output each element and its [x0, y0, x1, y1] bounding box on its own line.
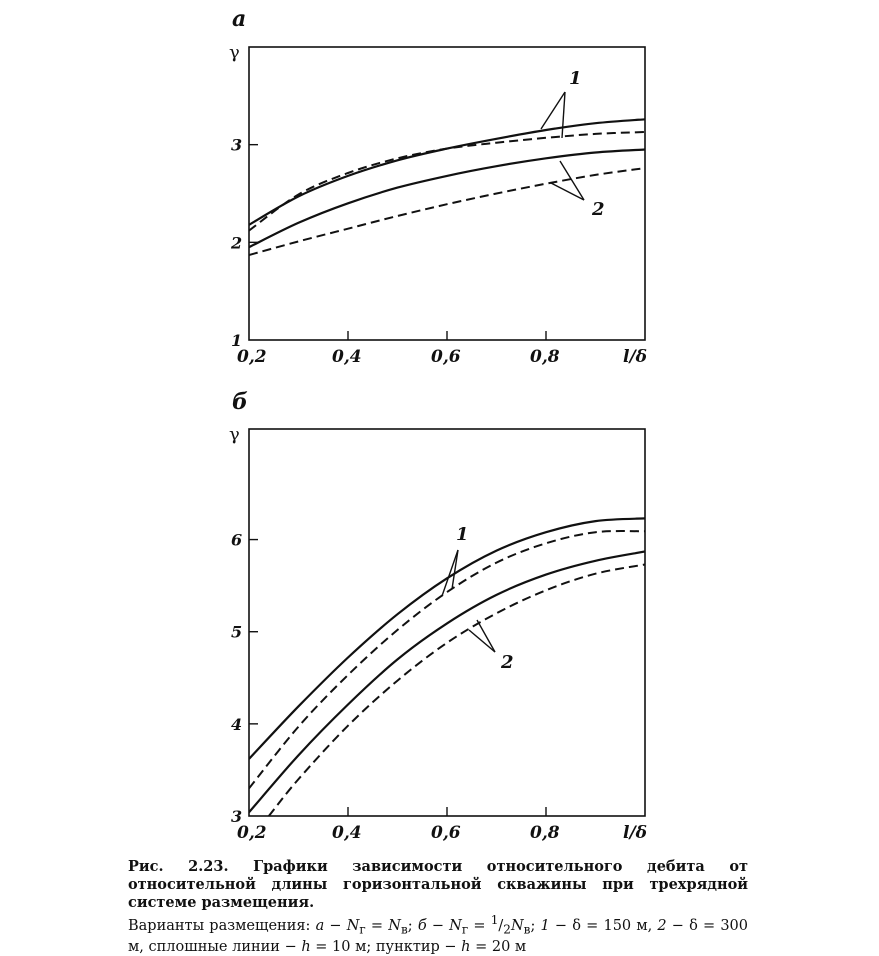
- x-tick-label: 0,2: [237, 347, 267, 367]
- caption-two: 2: [657, 917, 667, 934]
- caption-nv: N: [388, 917, 401, 934]
- x-tick-label: 0,4: [332, 347, 362, 367]
- caption-nv-sub: в: [400, 922, 408, 937]
- series-1-dashed-line: [269, 565, 645, 817]
- x-tick-label: 0,4: [332, 823, 362, 843]
- caption-nt: N: [346, 917, 360, 934]
- panel-label: а: [232, 6, 247, 32]
- x-tick-label: 0,8: [530, 347, 560, 367]
- curve-label-2: 1: [456, 524, 469, 545]
- leader-line: [477, 620, 495, 652]
- x-tick-label: 0,6: [431, 823, 461, 843]
- series-1-solid-line: [249, 552, 645, 813]
- leader-line: [541, 92, 565, 129]
- caption-title: Рис. 2.23. Графики зависимости относительного дебита от относительной длины горизонтальной скважины при трехрядной системе размещения.: [128, 858, 748, 911]
- chart-panel-2: [229, 389, 647, 843]
- caption-b: б: [417, 917, 427, 934]
- panel-label: б: [232, 389, 248, 415]
- series-2-dashed-line: [249, 531, 645, 788]
- y-axis-label: γ: [229, 424, 240, 445]
- caption-nv2: N: [510, 917, 524, 934]
- y-tick-label: 1: [231, 331, 243, 350]
- caption-h1: = 10 м;: [315, 938, 372, 955]
- y-tick-label: 4: [231, 714, 243, 734]
- caption-h2: = 20 м: [475, 938, 527, 955]
- caption-nt2: N: [449, 917, 462, 934]
- curve-label-1: 2: [592, 199, 605, 220]
- leader-line: [562, 92, 565, 138]
- caption-h2-symbol: h: [461, 938, 471, 955]
- caption-one: 1: [540, 917, 550, 934]
- y-axis-label: γ: [229, 42, 240, 63]
- caption-nt2-sub: г: [461, 922, 469, 937]
- series-1-dashed-line: [249, 168, 645, 255]
- chart-panel-1: [229, 6, 647, 367]
- caption-solid: сплошные линии −: [148, 938, 297, 955]
- x-tick-label: 0,2: [237, 823, 267, 843]
- x-tick-label: 0,8: [530, 823, 560, 843]
- leader-line: [452, 550, 458, 589]
- caption-delta1: δ = 150 м,: [572, 917, 653, 934]
- x-tick-label: l/δ: [623, 347, 648, 367]
- figure-caption: Рис. 2.23. Графики зависимости относительного дебита от относительной длины горизонтальной скважины при трехрядной системе размещения. Варианты размещения: $а - N_г = N_в$; $б - N_г = ^1/_2N_в$; 1 − δ = 150 м, 2 − δ = 300 м, сплошные линии − h = 10 м; пунктир − h = 20 м: [128, 858, 749, 955]
- caption-a: а: [315, 917, 325, 934]
- caption-nt-sub: г: [359, 922, 366, 937]
- y-tick-label: 2: [231, 233, 243, 253]
- plot-frame: [249, 47, 645, 340]
- caption-nv2-sub: в: [523, 922, 531, 937]
- x-tick-label: l/δ: [623, 823, 648, 843]
- caption-h1-symbol: h: [301, 938, 311, 955]
- caption-half-num: 1: [490, 913, 499, 927]
- leader-line: [469, 630, 495, 652]
- series-1-solid-line: [249, 150, 645, 248]
- x-tick-label: 0,6: [431, 347, 461, 367]
- caption-half-den: 2: [503, 922, 511, 937]
- y-tick-label: 3: [231, 807, 243, 826]
- caption-prefix: Варианты размещения:: [128, 917, 311, 934]
- y-tick-label: 6: [231, 530, 243, 550]
- series-2-dashed-line: [249, 132, 645, 231]
- series-2-solid-line: [249, 518, 645, 759]
- caption-delta2: δ = 300 м,: [128, 917, 749, 955]
- curve-label-1: 2: [501, 652, 514, 673]
- y-tick-label: 5: [231, 622, 243, 642]
- y-tick-label: 3: [231, 135, 243, 155]
- curve-label-2: 1: [569, 68, 582, 89]
- caption-dashed: пунктир −: [375, 938, 457, 955]
